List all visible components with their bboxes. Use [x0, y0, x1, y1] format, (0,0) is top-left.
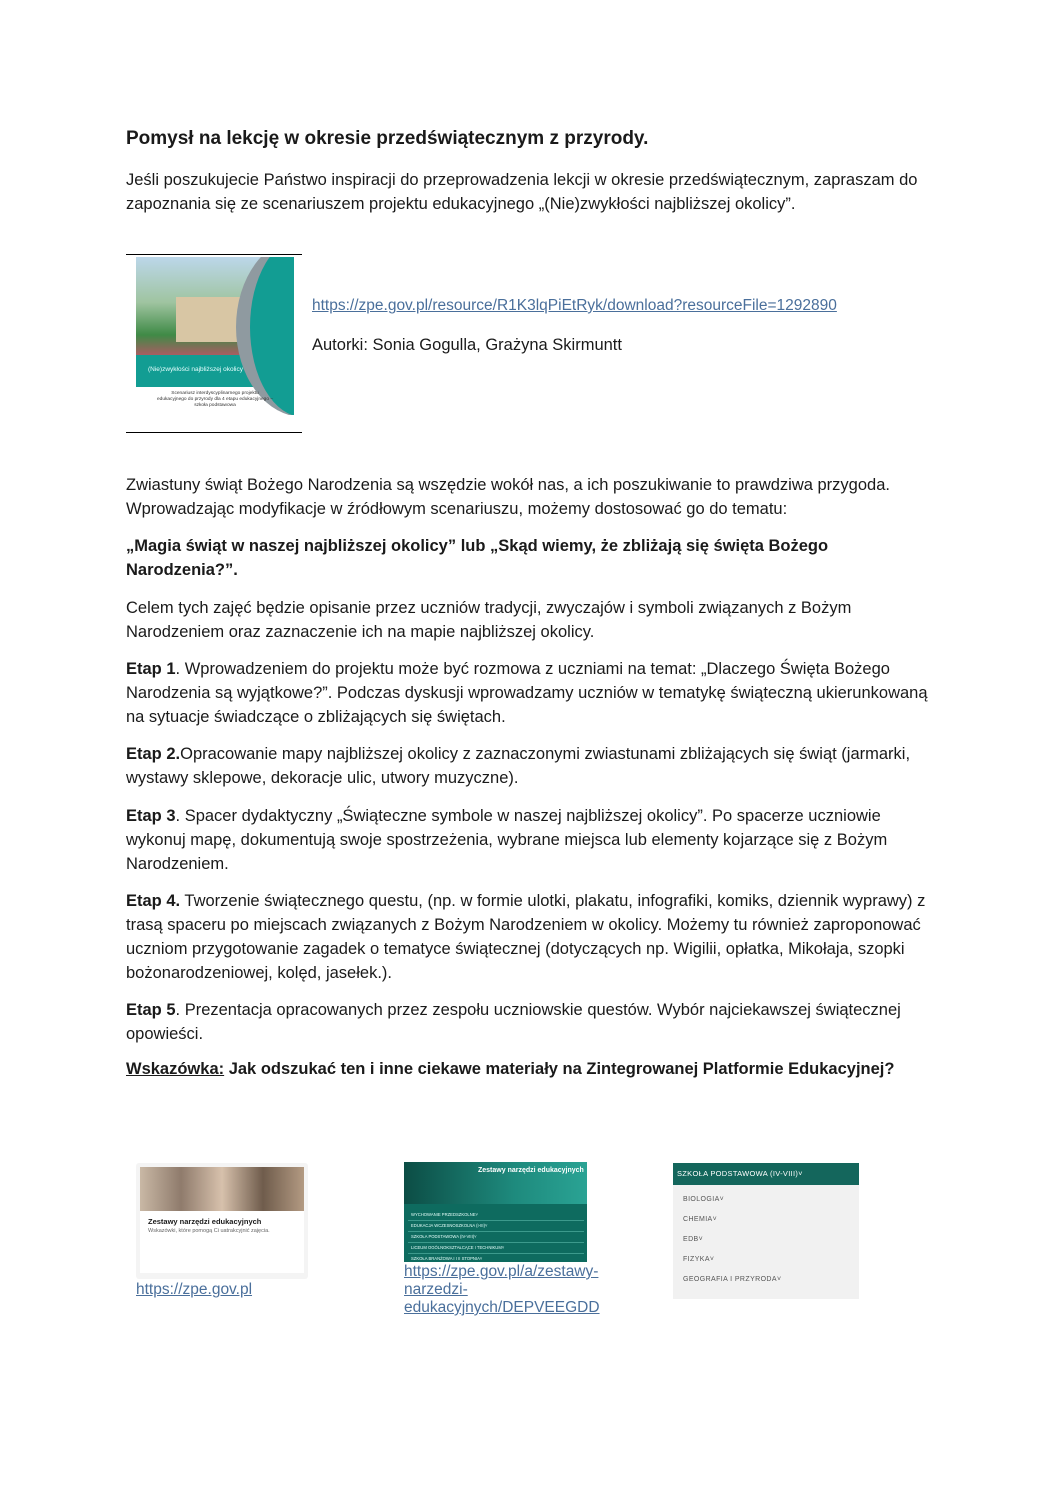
- people-photo: [140, 1167, 304, 1211]
- card-title: Zestawy narzędzi edukacyjnych: [148, 1217, 262, 1226]
- subject-item: FIZYKA˅: [683, 1256, 715, 1263]
- menu-row: WYCHOWANIE PRZEDSZKOLNE˅: [408, 1210, 584, 1221]
- toolsets-thumbnail[interactable]: [404, 1162, 587, 1262]
- stage-5: [126, 998, 936, 1046]
- stage-4: [126, 889, 936, 985]
- stage-label: Etap 5: [126, 1001, 176, 1019]
- menu-row: SZKOŁA BRANŻOWA I I II STOPNIA˅: [408, 1254, 584, 1262]
- stage-label: Etap 1: [126, 660, 176, 678]
- stage-text: Opracowanie mapy najbliższej okolicy z zaznaczonymi zwiastunami zbliżających się świąt (jarmarki, wystawy sklepowe, dekoracje ulic, utwory muzyczne).: [126, 745, 911, 787]
- stage-label: Etap 2.: [126, 745, 181, 763]
- subject-item: CHEMIA˅: [683, 1216, 718, 1223]
- intro-paragraph: Jeśli poszukujecie Państwo inspiracji do przeprowadzenia lekcji w okresie przedświątecznym, zapraszam do zapoznania się ze scenariuszem projektu edukacyjnego „(Nie)zwykłości najbliższej okolicy”.: [126, 171, 918, 213]
- resource-link[interactable]: https://zpe.gov.pl/resource/R1K3lqPiEtRyk/download?resourceFile=1292890: [312, 297, 837, 314]
- toolsets-header: [404, 1162, 587, 1204]
- subjects-header-label: SZKOŁA PODSTAWOWA (IV-VIII)˅: [677, 1169, 803, 1178]
- stage-text: . Wprowadzeniem do projektu może być rozmowa z uczniami na temat: „Dlaczego Święta Bożego Narodzenia są wyjątkowe?”. Podczas dyskusji wprowadzamy uczniów w tematykę świąteczną ukierunkowaną na sytuacje świadczące o zbliżających się świętach.: [126, 660, 928, 726]
- toolsets-title: Zestawy narzędzi edukacyjnych: [478, 1167, 584, 1174]
- divider-top: [126, 254, 302, 255]
- subject-item: GEOGRAFIA I PRZYRODA˅: [683, 1276, 782, 1283]
- resource-cover-image[interactable]: [136, 257, 294, 415]
- menu-row: LICEUM OGÓLNOKSZTAŁCĄCE I TECHNIKUM˅: [408, 1243, 584, 1254]
- zpe-home-link[interactable]: https://zpe.gov.pl: [136, 1281, 253, 1298]
- subjects-header: [673, 1163, 859, 1185]
- menu-row: EDUKACJA WCZESNOSZKOLNA (I-III)˅: [408, 1221, 584, 1232]
- card-description: Wskazówki, które pomogą Ci uatrakcyjnić zajęcia.: [148, 1228, 270, 1234]
- cover-subtitle: Scenariusz interdyscyplinarnego projektu edukacyjnego do przyrody dla 4 etapu edukacyjnego – szkoła podstawowa: [156, 391, 273, 408]
- stage-1: [126, 657, 936, 729]
- stage-label: Etap 4.: [126, 892, 181, 910]
- hint-text: Jak odszukać ten i inne ciekawe materiały na Zintegrowanej Platformie Edukacyjnej?: [224, 1060, 895, 1078]
- subject-item: EDB˅: [683, 1236, 704, 1243]
- zpe-home-thumbnail[interactable]: [136, 1163, 308, 1279]
- stage-3: [126, 804, 936, 876]
- stage-text: . Spacer dydaktyczny „Świąteczne symbole w naszej najbliższej okolicy”. Po spacerze uczniowie wykonuj mapę, dokumentują swoje spostrzeżenia, wybrane miejsca lub elementy kojarzące się z Bożym Narodzeniem.: [126, 807, 888, 873]
- menu-row: SZKOŁA PODSTAWOWA (IV-VIII)˅: [408, 1232, 584, 1243]
- cover-title: (Nie)zwykłości najbliższej okolicy: [148, 366, 243, 373]
- subject-item: BIOLOGIA˅: [683, 1196, 725, 1203]
- toolsets-link[interactable]: https://zpe.gov.pl/a/zestawy-narzedzi-edukacyjnych/DEPVEEGDD: [404, 1263, 600, 1316]
- topic-paragraph: „Magia świąt w naszej najbliższej okolicy” lub „Skąd wiemy, że zbliżają się święta Bożego Narodzenia?”.: [126, 537, 829, 579]
- hint-label: Wskazówka:: [126, 1060, 225, 1078]
- page-title: Pomysł na lekcję w okresie przedświątecznym z przyrody.: [126, 128, 649, 149]
- authors: Autorki: Sonia Gogulla, Grażyna Skirmuntt: [312, 336, 622, 354]
- stage-label: Etap 3: [126, 807, 176, 825]
- divider-bottom: [126, 432, 302, 433]
- paragraph-intro-2: Zwiastuny świąt Bożego Narodzenia są wszędzie wokół nas, a ich poszukiwanie to prawdziwa przygoda. Wprowadzając modyfikacje w źródłowym scenariuszu, możemy dostosować go do tematu:: [126, 476, 890, 518]
- stage-text: Tworzenie świątecznego questu, (np. w formie ulotki, plakatu, infografiki, komiks, dziennik wyprawy) z trasą spaceru po miejscach związanych z Bożym Narodzeniem w okolicy. Możemy tu również zaproponować uczniom przygotowanie zagadek o tematyce świątecznej (dotyczących np. Wigilii, opłatka, Mikołaja, szopki bożonarodzeniowej, kolęd, jasełek.).: [126, 892, 926, 982]
- hint-paragraph: [126, 1057, 936, 1081]
- thumbnail-card: [140, 1211, 304, 1273]
- toolsets-menu: [408, 1210, 584, 1262]
- stage-text: . Prezentacja opracowanych przez zespołu uczniowskie questów. Wybór najciekawszej świątecznej opowieści.: [126, 1001, 901, 1043]
- goal-paragraph: Celem tych zajęć będzie opisanie przez uczniów tradycji, zwyczajów i symboli związanych z Bożym Narodzeniem oraz zaznaczenie ich na mapie najbliższej okolicy.: [126, 599, 852, 641]
- stage-2: [126, 742, 936, 790]
- subjects-thumbnail[interactable]: [673, 1163, 859, 1299]
